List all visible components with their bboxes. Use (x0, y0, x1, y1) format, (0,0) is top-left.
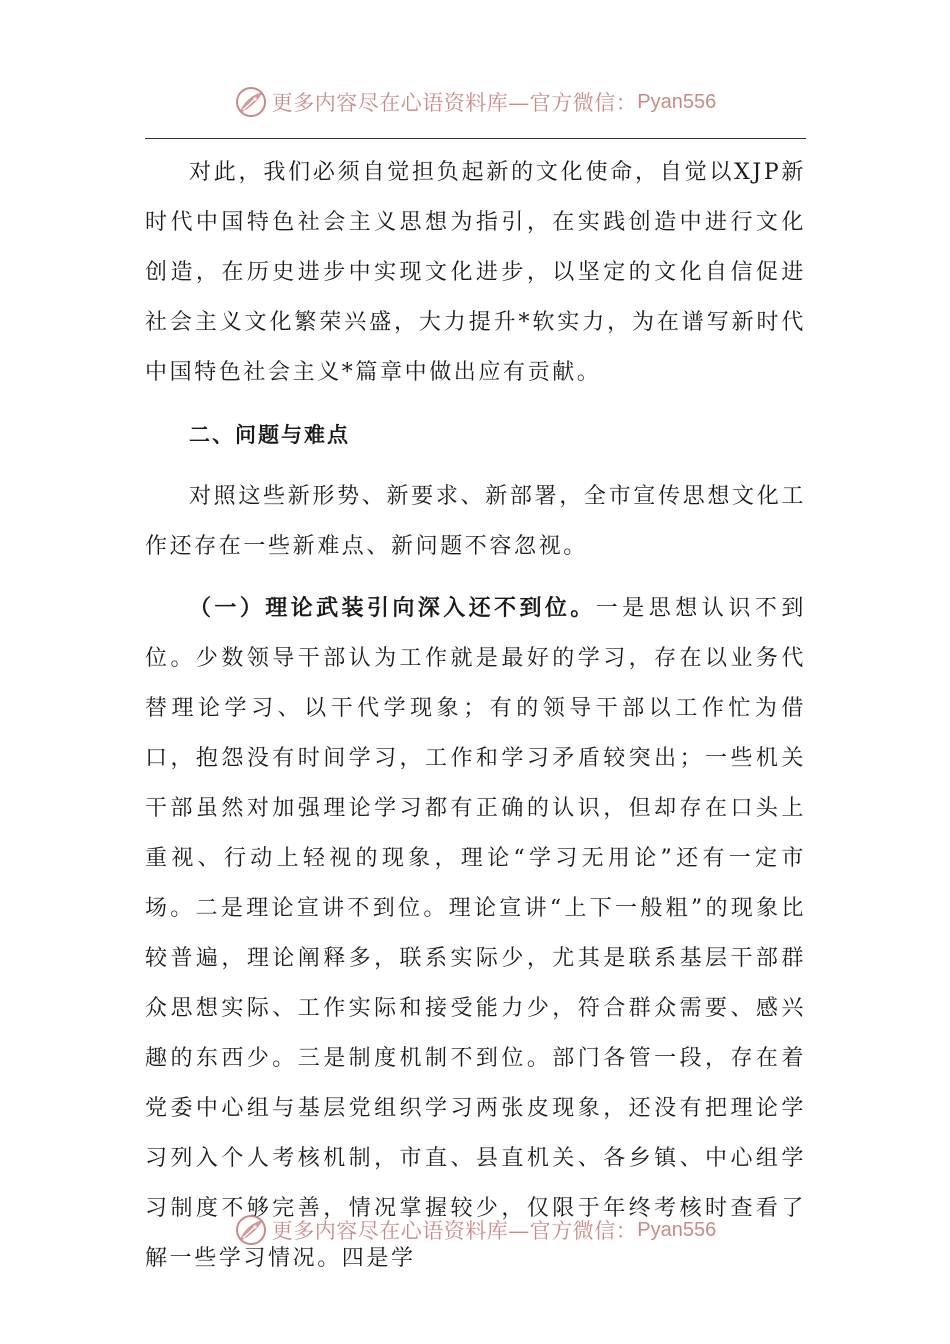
header-banner-text: 更多内容尽在心语资料库—官方微信： (271, 91, 638, 115)
header-banner (0, 82, 950, 122)
pen-nib-logo-icon (234, 1213, 268, 1247)
document-body (145, 148, 806, 1284)
paragraph-3-text: 一是思想认识不到位。少数领导干部认为工作就是最好的学习，存在以业务代替理论学习、以干代学现象；有的领导干部以工作忙为借口，抱怨没有时间学习，工作和学习矛盾较突出；一些机关干部虽然对加强理论学习都有正确的认识，但却存在口头上重视、行动上轻视的现象，理论“学习无用论”还有一定市场。二是理论宣讲不到位。理论宣讲“上下一般粗”的现象比较普遍，理论阐释多，联系实际少，尤其是联系基层干部群众思想实际、工作实际和接受能力少，符合群众需要、感兴趣的东西少。三是制度机制不到位。部门各管一段，存在着党委中心组与基层党组织学习两张皮现象，还没有把理论学习列入个人考核机制，市直、县直机关、各乡镇、中心组学习制度不够完善，情况掌握较少，仅限于年终考核时查看了解一些学习情况。四是学 (145, 596, 806, 1271)
paragraph-3 (145, 584, 806, 1284)
pen-nib-logo-icon (234, 85, 268, 119)
paragraph-3-lead: （一）理论武装引向深入还不到位。 (189, 596, 596, 621)
paragraph-2: 对照这些新形势、新要求、新部署，全市宣传思想文化工作还存在一些新难点、新问题不容忽视。 (145, 484, 806, 559)
paragraph-1: 对此，我们必须自觉担负起新的文化使命，自觉以XJP新时代中国特色社会主义思想为指引，在实践创造中进行文化创造，在历史进步中实现文化进步，以坚定的文化自信促进社会主义文化繁荣兴盛，大力提升*软实力，为在谱写新时代中国特色社会主义*篇章中做出应有贡献。 (145, 160, 806, 385)
footer-banner (0, 1210, 950, 1250)
footer-banner-id: Pyan556 (637, 1218, 717, 1241)
header-divider (145, 138, 806, 139)
section-heading: 二、问题与难点 (189, 423, 350, 447)
footer-banner-text: 更多内容尽在心语资料库—官方微信： (271, 1219, 638, 1243)
header-banner-id: Pyan556 (637, 90, 717, 113)
